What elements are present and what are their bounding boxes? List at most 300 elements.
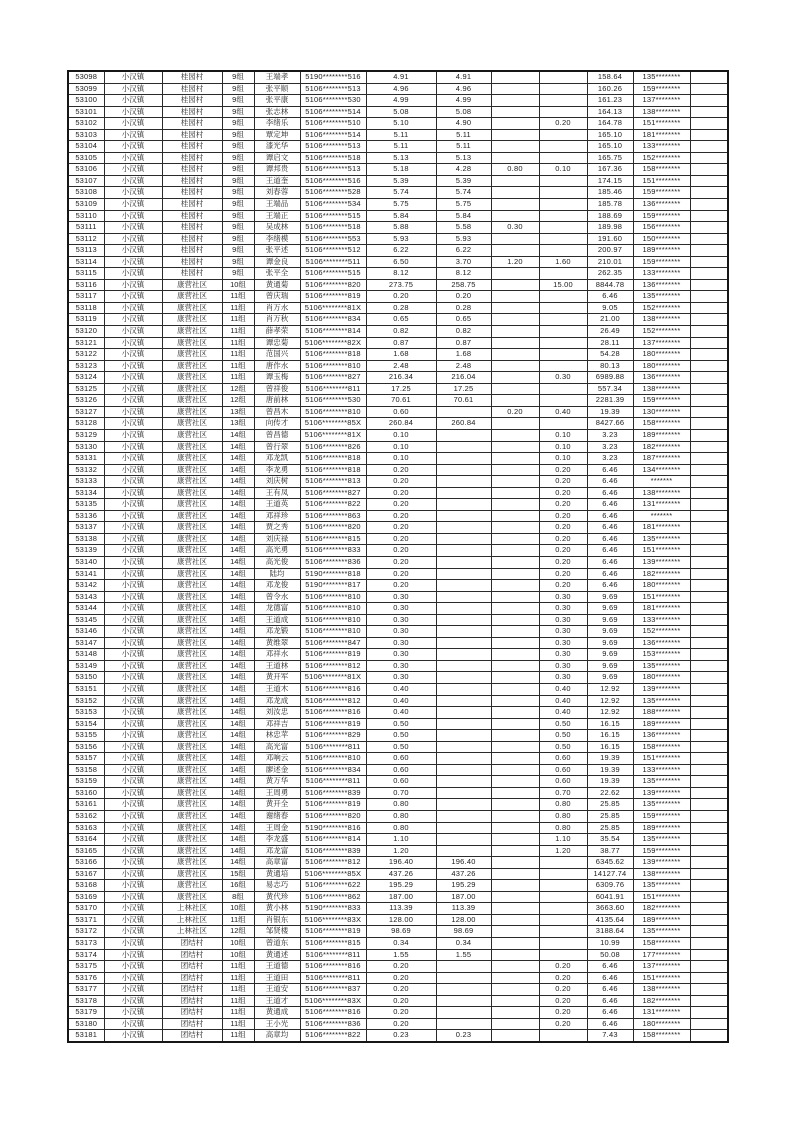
cell-blank bbox=[690, 591, 728, 603]
cell-village: 康营社区 bbox=[162, 880, 222, 892]
cell-id-number: 5106********820 bbox=[300, 811, 366, 823]
cell-seq: 53119 bbox=[68, 314, 104, 326]
cell-town: 小汉镇 bbox=[104, 718, 162, 730]
cell-amount-d: 0.80 bbox=[539, 822, 587, 834]
cell-amount-a: 8.12 bbox=[366, 268, 436, 280]
cell-village: 康营社区 bbox=[162, 695, 222, 707]
cell-amount-b bbox=[436, 834, 491, 846]
cell-amount-c bbox=[491, 337, 539, 349]
cell-amount-b bbox=[436, 995, 491, 1007]
cell-name: 邓龙俊 bbox=[254, 580, 300, 592]
cell-town: 小汉镇 bbox=[104, 961, 162, 973]
cell-amount-d: 0.30 bbox=[539, 672, 587, 684]
cell-village: 康营社区 bbox=[162, 787, 222, 799]
cell-amount-b bbox=[436, 961, 491, 973]
cell-total: 50.08 bbox=[587, 949, 633, 961]
table-row bbox=[68, 175, 728, 187]
cell-phone: 135******** bbox=[633, 776, 690, 788]
cell-seq: 53146 bbox=[68, 626, 104, 638]
cell-phone: 136******** bbox=[633, 199, 690, 211]
cell-amount-b bbox=[436, 406, 491, 418]
cell-name: 龙德富 bbox=[254, 603, 300, 615]
cell-total: 25.85 bbox=[587, 811, 633, 823]
cell-total: 6.46 bbox=[587, 499, 633, 511]
cell-id-number: 5106********810 bbox=[300, 603, 366, 615]
cell-village: 康营社区 bbox=[162, 476, 222, 488]
cell-seq: 53171 bbox=[68, 914, 104, 926]
cell-phone: 182******** bbox=[633, 903, 690, 915]
cell-name: 唐前林 bbox=[254, 395, 300, 407]
cell-group: 12组 bbox=[222, 926, 254, 938]
cell-amount-b bbox=[436, 603, 491, 615]
cell-phone: 135******** bbox=[633, 834, 690, 846]
cell-amount-d bbox=[539, 880, 587, 892]
cell-id-number: 5106********816 bbox=[300, 1007, 366, 1019]
cell-seq: 53134 bbox=[68, 487, 104, 499]
cell-seq: 53181 bbox=[68, 1030, 104, 1042]
cell-phone: 152******** bbox=[633, 326, 690, 338]
cell-phone: 133******** bbox=[633, 141, 690, 153]
cell-amount-a: 216.34 bbox=[366, 372, 436, 384]
cell-amount-b: 5.13 bbox=[436, 152, 491, 164]
cell-group: 14组 bbox=[222, 637, 254, 649]
cell-seq: 53176 bbox=[68, 972, 104, 984]
cell-amount-d bbox=[539, 268, 587, 280]
cell-amount-c bbox=[491, 395, 539, 407]
cell-village: 上林社区 bbox=[162, 903, 222, 915]
cell-name: 王周金 bbox=[254, 822, 300, 834]
table-row bbox=[68, 822, 728, 834]
cell-village: 康营社区 bbox=[162, 649, 222, 661]
cell-id-number: 5106********819 bbox=[300, 718, 366, 730]
cell-seq: 53108 bbox=[68, 187, 104, 199]
cell-amount-a: 5.74 bbox=[366, 187, 436, 199]
cell-group: 14组 bbox=[222, 660, 254, 672]
cell-seq: 53121 bbox=[68, 337, 104, 349]
cell-blank bbox=[690, 880, 728, 892]
cell-name: 谭启文 bbox=[254, 152, 300, 164]
cell-amount-d: 0.50 bbox=[539, 730, 587, 742]
cell-town: 小汉镇 bbox=[104, 614, 162, 626]
cell-blank bbox=[690, 106, 728, 118]
cell-name: 王道英 bbox=[254, 499, 300, 511]
cell-phone: 153******** bbox=[633, 649, 690, 661]
cell-amount-b bbox=[436, 464, 491, 476]
cell-id-number: 5106********553 bbox=[300, 233, 366, 245]
cell-total: 16.15 bbox=[587, 730, 633, 742]
cell-amount-d bbox=[539, 175, 587, 187]
cell-blank bbox=[690, 891, 728, 903]
table-row bbox=[68, 695, 728, 707]
cell-group: 11组 bbox=[222, 337, 254, 349]
cell-village: 桂园村 bbox=[162, 187, 222, 199]
cell-amount-d bbox=[539, 302, 587, 314]
cell-amount-c bbox=[491, 106, 539, 118]
cell-amount-d: 0.10 bbox=[539, 429, 587, 441]
cell-phone: 151******** bbox=[633, 591, 690, 603]
cell-name: 高光俊 bbox=[254, 556, 300, 568]
cell-id-number: 5106********82X bbox=[300, 337, 366, 349]
table-row bbox=[68, 972, 728, 984]
cell-town: 小汉镇 bbox=[104, 603, 162, 615]
cell-amount-b: 4.96 bbox=[436, 83, 491, 95]
cell-amount-b bbox=[436, 533, 491, 545]
cell-town: 小汉镇 bbox=[104, 568, 162, 580]
cell-blank bbox=[690, 406, 728, 418]
cell-amount-b: 5.11 bbox=[436, 141, 491, 153]
table-row bbox=[68, 880, 728, 892]
cell-blank bbox=[690, 279, 728, 291]
cell-amount-b bbox=[436, 741, 491, 753]
cell-amount-c bbox=[491, 210, 539, 222]
cell-town: 小汉镇 bbox=[104, 199, 162, 211]
cell-blank bbox=[690, 799, 728, 811]
cell-amount-c bbox=[491, 730, 539, 742]
cell-amount-a: 5.88 bbox=[366, 222, 436, 234]
cell-group: 12组 bbox=[222, 395, 254, 407]
cell-amount-b bbox=[436, 787, 491, 799]
cell-amount-d bbox=[539, 914, 587, 926]
cell-total: 9.69 bbox=[587, 637, 633, 649]
cell-amount-d bbox=[539, 349, 587, 361]
cell-amount-d bbox=[539, 129, 587, 141]
cell-name: 张平顺 bbox=[254, 83, 300, 95]
cell-amount-b bbox=[436, 626, 491, 638]
cell-name: 刘汝忠 bbox=[254, 707, 300, 719]
table-row bbox=[68, 199, 728, 211]
cell-amount-c bbox=[491, 603, 539, 615]
cell-seq: 53158 bbox=[68, 764, 104, 776]
cell-amount-a: 0.30 bbox=[366, 591, 436, 603]
cell-id-number: 5106********839 bbox=[300, 845, 366, 857]
table-row bbox=[68, 891, 728, 903]
cell-amount-b bbox=[436, 845, 491, 857]
cell-id-number: 5106********85X bbox=[300, 418, 366, 430]
cell-amount-a: 273.75 bbox=[366, 279, 436, 291]
cell-amount-a: 98.69 bbox=[366, 926, 436, 938]
cell-phone: 181******** bbox=[633, 522, 690, 534]
cell-total: 16.15 bbox=[587, 741, 633, 753]
table-row bbox=[68, 522, 728, 534]
cell-total: 6.46 bbox=[587, 984, 633, 996]
cell-seq: 53126 bbox=[68, 395, 104, 407]
cell-name: 邓祥珍 bbox=[254, 510, 300, 522]
cell-village: 康营社区 bbox=[162, 891, 222, 903]
cell-id-number: 5106********818 bbox=[300, 349, 366, 361]
cell-amount-b: 196.40 bbox=[436, 857, 491, 869]
cell-name: 易志巧 bbox=[254, 880, 300, 892]
cell-total: 174.15 bbox=[587, 175, 633, 187]
cell-town: 小汉镇 bbox=[104, 799, 162, 811]
cell-amount-c: 1.20 bbox=[491, 256, 539, 268]
cell-town: 小汉镇 bbox=[104, 834, 162, 846]
cell-amount-d: 0.20 bbox=[539, 510, 587, 522]
cell-blank bbox=[690, 499, 728, 511]
cell-amount-a: 0.60 bbox=[366, 753, 436, 765]
cell-id-number: 5106********518 bbox=[300, 152, 366, 164]
cell-phone: 158******** bbox=[633, 164, 690, 176]
cell-amount-c bbox=[491, 811, 539, 823]
cell-amount-a: 0.20 bbox=[366, 522, 436, 534]
cell-name: 黄通成 bbox=[254, 1007, 300, 1019]
cell-blank bbox=[690, 453, 728, 465]
cell-name: 漆光华 bbox=[254, 141, 300, 153]
cell-total: 9.05 bbox=[587, 302, 633, 314]
cell-amount-c bbox=[491, 672, 539, 684]
cell-name: 肖万秋 bbox=[254, 314, 300, 326]
cell-blank bbox=[690, 222, 728, 234]
cell-blank bbox=[690, 764, 728, 776]
cell-amount-d bbox=[539, 891, 587, 903]
cell-group: 11组 bbox=[222, 360, 254, 372]
cell-village: 康营社区 bbox=[162, 372, 222, 384]
cell-seq: 53129 bbox=[68, 429, 104, 441]
table-row bbox=[68, 233, 728, 245]
cell-amount-d bbox=[539, 71, 587, 83]
cell-group: 9组 bbox=[222, 222, 254, 234]
cell-phone: 189******** bbox=[633, 429, 690, 441]
cell-group: 14组 bbox=[222, 857, 254, 869]
cell-amount-c bbox=[491, 441, 539, 453]
cell-id-number: 5106********815 bbox=[300, 533, 366, 545]
cell-village: 康营社区 bbox=[162, 626, 222, 638]
cell-amount-c bbox=[491, 799, 539, 811]
cell-id-number: 5106********814 bbox=[300, 326, 366, 338]
cell-phone: 131******** bbox=[633, 499, 690, 511]
cell-seq: 53177 bbox=[68, 984, 104, 996]
cell-amount-c bbox=[491, 903, 539, 915]
cell-blank bbox=[690, 707, 728, 719]
cell-total: 189.98 bbox=[587, 222, 633, 234]
cell-total: 8427.66 bbox=[587, 418, 633, 430]
cell-blank bbox=[690, 545, 728, 557]
cell-seq: 53139 bbox=[68, 545, 104, 557]
cell-total: 3.23 bbox=[587, 429, 633, 441]
cell-amount-d bbox=[539, 141, 587, 153]
table-row bbox=[68, 487, 728, 499]
cell-amount-b bbox=[436, 429, 491, 441]
cell-amount-b: 0.65 bbox=[436, 314, 491, 326]
cell-amount-c bbox=[491, 741, 539, 753]
cell-id-number: 5106********513 bbox=[300, 164, 366, 176]
cell-phone: 152******** bbox=[633, 626, 690, 638]
cell-blank bbox=[690, 695, 728, 707]
cell-amount-c bbox=[491, 360, 539, 372]
cell-group: 16组 bbox=[222, 880, 254, 892]
cell-name: 王道田 bbox=[254, 972, 300, 984]
cell-blank bbox=[690, 1030, 728, 1042]
table-row bbox=[68, 406, 728, 418]
cell-village: 桂园村 bbox=[162, 256, 222, 268]
cell-village: 桂园村 bbox=[162, 71, 222, 83]
cell-seq: 53135 bbox=[68, 499, 104, 511]
cell-seq: 53161 bbox=[68, 799, 104, 811]
cell-amount-b bbox=[436, 707, 491, 719]
cell-phone: 138******** bbox=[633, 487, 690, 499]
cell-group: 12组 bbox=[222, 383, 254, 395]
cell-total: 6309.76 bbox=[587, 880, 633, 892]
cell-village: 康营社区 bbox=[162, 718, 222, 730]
cell-amount-b: 0.87 bbox=[436, 337, 491, 349]
cell-total: 10.99 bbox=[587, 938, 633, 950]
cell-group: 14组 bbox=[222, 718, 254, 730]
cell-blank bbox=[690, 834, 728, 846]
cell-amount-a: 2.48 bbox=[366, 360, 436, 372]
table-row bbox=[68, 337, 728, 349]
cell-village: 上林社区 bbox=[162, 926, 222, 938]
cell-total: 2281.39 bbox=[587, 395, 633, 407]
cell-village: 康营社区 bbox=[162, 441, 222, 453]
cell-group: 14组 bbox=[222, 487, 254, 499]
cell-village: 桂园村 bbox=[162, 210, 222, 222]
cell-id-number: 5106********829 bbox=[300, 730, 366, 742]
cell-seq: 53122 bbox=[68, 349, 104, 361]
cell-amount-c bbox=[491, 764, 539, 776]
cell-amount-b: 5.75 bbox=[436, 199, 491, 211]
cell-amount-b bbox=[436, 799, 491, 811]
cell-group: 14组 bbox=[222, 834, 254, 846]
cell-amount-d: 1.20 bbox=[539, 845, 587, 857]
cell-amount-a: 5.93 bbox=[366, 233, 436, 245]
cell-town: 小汉镇 bbox=[104, 233, 162, 245]
cell-total: 158.64 bbox=[587, 71, 633, 83]
cell-id-number: 5106********514 bbox=[300, 106, 366, 118]
cell-town: 小汉镇 bbox=[104, 649, 162, 661]
cell-phone: 159******** bbox=[633, 811, 690, 823]
cell-group: 14组 bbox=[222, 499, 254, 511]
cell-phone: 135******** bbox=[633, 291, 690, 303]
cell-phone: 136******** bbox=[633, 372, 690, 384]
cell-total: 25.85 bbox=[587, 799, 633, 811]
cell-name: 曾道东 bbox=[254, 938, 300, 950]
cell-amount-c bbox=[491, 984, 539, 996]
cell-phone: 139******** bbox=[633, 556, 690, 568]
cell-amount-b: 1.55 bbox=[436, 949, 491, 961]
table-row bbox=[68, 418, 728, 430]
cell-blank bbox=[690, 995, 728, 1007]
cell-amount-b bbox=[436, 510, 491, 522]
cell-amount-c bbox=[491, 245, 539, 257]
cell-blank bbox=[690, 522, 728, 534]
cell-phone: 151******** bbox=[633, 175, 690, 187]
table-row bbox=[68, 268, 728, 280]
cell-blank bbox=[690, 152, 728, 164]
cell-town: 小汉镇 bbox=[104, 395, 162, 407]
table-row bbox=[68, 453, 728, 465]
cell-amount-a: 5.08 bbox=[366, 106, 436, 118]
cell-seq: 53123 bbox=[68, 360, 104, 372]
cell-village: 康营社区 bbox=[162, 857, 222, 869]
cell-amount-b bbox=[436, 822, 491, 834]
cell-town: 小汉镇 bbox=[104, 152, 162, 164]
cell-village: 团结村 bbox=[162, 1007, 222, 1019]
cell-town: 小汉镇 bbox=[104, 164, 162, 176]
table-row bbox=[68, 764, 728, 776]
cell-seq: 53137 bbox=[68, 522, 104, 534]
cell-village: 康营社区 bbox=[162, 453, 222, 465]
cell-blank bbox=[690, 233, 728, 245]
cell-town: 小汉镇 bbox=[104, 256, 162, 268]
cell-group: 14组 bbox=[222, 787, 254, 799]
cell-id-number: 5106********83X bbox=[300, 914, 366, 926]
cell-amount-c: 0.80 bbox=[491, 164, 539, 176]
cell-id-number: 5106********810 bbox=[300, 591, 366, 603]
cell-phone: 151******** bbox=[633, 545, 690, 557]
cell-amount-b bbox=[436, 522, 491, 534]
cell-group: 14组 bbox=[222, 799, 254, 811]
cell-amount-a: 128.00 bbox=[366, 914, 436, 926]
cell-seq: 53151 bbox=[68, 683, 104, 695]
cell-seq: 53152 bbox=[68, 695, 104, 707]
cell-blank bbox=[690, 961, 728, 973]
cell-name: 李绪模 bbox=[254, 233, 300, 245]
cell-amount-b: 5.74 bbox=[436, 187, 491, 199]
cell-group: 14组 bbox=[222, 741, 254, 753]
table-row bbox=[68, 660, 728, 672]
cell-amount-b bbox=[436, 556, 491, 568]
cell-amount-b: 98.69 bbox=[436, 926, 491, 938]
table-row bbox=[68, 106, 728, 118]
cell-id-number: 5106********816 bbox=[300, 707, 366, 719]
table-row bbox=[68, 868, 728, 880]
cell-seq: 53169 bbox=[68, 891, 104, 903]
cell-blank bbox=[690, 857, 728, 869]
cell-group: 9组 bbox=[222, 187, 254, 199]
cell-blank bbox=[690, 118, 728, 130]
table-row bbox=[68, 776, 728, 788]
cell-id-number: 5106********814 bbox=[300, 834, 366, 846]
cell-village: 康营社区 bbox=[162, 707, 222, 719]
cell-blank bbox=[690, 510, 728, 522]
table-row bbox=[68, 222, 728, 234]
cell-amount-c bbox=[491, 118, 539, 130]
cell-id-number: 5106********834 bbox=[300, 314, 366, 326]
cell-amount-c bbox=[491, 753, 539, 765]
cell-name: 刘庆树 bbox=[254, 476, 300, 488]
cell-amount-d bbox=[539, 106, 587, 118]
cell-town: 小汉镇 bbox=[104, 118, 162, 130]
cell-seq: 53164 bbox=[68, 834, 104, 846]
cell-town: 小汉镇 bbox=[104, 141, 162, 153]
cell-phone: 180******** bbox=[633, 360, 690, 372]
cell-phone: 136******** bbox=[633, 637, 690, 649]
cell-amount-d bbox=[539, 326, 587, 338]
cell-name: 曾行翠 bbox=[254, 441, 300, 453]
cell-phone: 182******** bbox=[633, 441, 690, 453]
cell-total: 6989.88 bbox=[587, 372, 633, 384]
cell-seq: 53102 bbox=[68, 118, 104, 130]
cell-amount-b: 17.25 bbox=[436, 383, 491, 395]
cell-blank bbox=[690, 776, 728, 788]
cell-group: 11组 bbox=[222, 349, 254, 361]
cell-name: 王道德 bbox=[254, 961, 300, 973]
cell-village: 康营社区 bbox=[162, 614, 222, 626]
cell-amount-b: 258.75 bbox=[436, 279, 491, 291]
cell-name: 李龙勇 bbox=[254, 464, 300, 476]
cell-amount-d: 0.80 bbox=[539, 811, 587, 823]
cell-total: 6.46 bbox=[587, 961, 633, 973]
cell-name: 黄维翠 bbox=[254, 637, 300, 649]
cell-blank bbox=[690, 1018, 728, 1030]
cell-town: 小汉镇 bbox=[104, 891, 162, 903]
cell-village: 桂园村 bbox=[162, 141, 222, 153]
cell-group: 9组 bbox=[222, 256, 254, 268]
cell-amount-c bbox=[491, 787, 539, 799]
table-row bbox=[68, 730, 728, 742]
cell-village: 桂园村 bbox=[162, 118, 222, 130]
cell-group: 10组 bbox=[222, 938, 254, 950]
cell-phone: 158******** bbox=[633, 938, 690, 950]
